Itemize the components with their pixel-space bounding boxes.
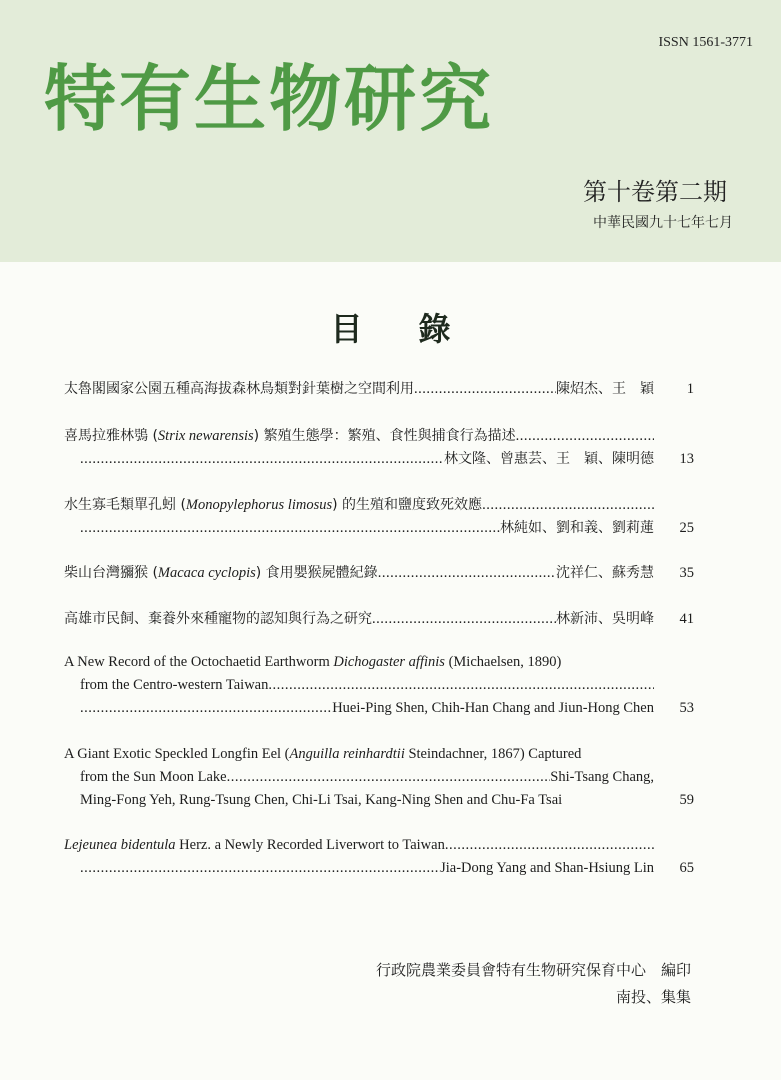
toc-entry-text: 柴山台灣獼猴 (Macaca cyclopis) 食用嬰猴屍體紀錄 (64, 565, 378, 581)
toc-entry-page: 59 (679, 792, 694, 808)
toc-entry-page: 41 (679, 611, 694, 627)
toc-entry-line (80, 789, 654, 811)
toc-entry-page: 35 (679, 565, 694, 581)
toc-entry-authors: 林純如、劉和義、劉莉蓮 (500, 520, 654, 536)
toc-entry-title (64, 608, 654, 630)
leader-dots (268, 674, 654, 696)
toc-entry-page: 1 (686, 381, 694, 397)
toc-entry-line (80, 448, 654, 470)
toc-entry-authors: Jia-Dong Yang and Shan-Hsiung Lin (440, 860, 654, 876)
leader-dots (80, 517, 500, 539)
toc-entry-line (80, 517, 654, 539)
leader-dots (227, 766, 551, 788)
toc-entry-page: 25 (679, 520, 694, 536)
toc-entry-page: 53 (679, 700, 694, 716)
toc-entry-text: Ming-Fong Yeh, Rung-Tsung Chen, Chi-Li Tsai, Kang-Ning Shen and Chu-Fa Tsai (80, 792, 563, 808)
leader-dots (445, 834, 654, 856)
toc-entry-text: Lejeunea bidentula Herz. a Newly Recorded Liverwort to Taiwan (64, 837, 445, 853)
toc-entry-authors: Huei-Ping Shen, Chih-Han Chang and Jiun-Hong Chen (332, 700, 654, 716)
toc-entry-authors: 林文隆、曾惠芸、王 穎、陳明德 (444, 451, 654, 467)
toc-entry-title (64, 378, 654, 400)
leader-dots (482, 494, 654, 516)
toc-entry-title (64, 494, 654, 516)
toc-entry-line (80, 766, 654, 788)
toc-entry-title (64, 562, 654, 584)
toc-entry-authors: 林新沛、吳明峰 (556, 611, 654, 627)
toc-heading: 目錄 (330, 310, 507, 348)
publisher-location: 南投、集集 (615, 988, 691, 1006)
toc-entry-title (64, 743, 654, 765)
toc-entry-line (80, 697, 654, 719)
toc-entry-text: 喜馬拉雅林鴞 (Strix newarensis) 繁殖生態學：繁殖、食性與捕食行為描述 (64, 428, 516, 444)
toc-entry-text: A Giant Exotic Speckled Longfin Eel (Anguilla reinhardtii Steindachner, 1867) Captured (64, 746, 582, 762)
leader-dots (80, 448, 444, 470)
toc-entry-text: from the Centro-western Taiwan (80, 677, 269, 693)
leader-dots (581, 743, 654, 765)
leader-dots (562, 789, 654, 811)
leader-dots (516, 425, 654, 447)
toc-entry-title (64, 425, 654, 447)
leader-dots (561, 651, 654, 673)
leader-dots (80, 697, 332, 719)
toc-entry-line (80, 674, 654, 696)
toc-entry-page: 13 (679, 451, 694, 467)
issue-date: 中華民國九十七年七月 (593, 215, 733, 231)
leader-dots (378, 562, 556, 584)
toc-entry-text: from the Sun Moon Lake (80, 769, 227, 785)
toc-entry-authors: 陳炤杰、王 穎 (556, 381, 654, 397)
toc-entry-line (80, 857, 654, 879)
toc-entry-page: 65 (679, 860, 694, 876)
publisher (376, 957, 691, 1011)
volume-issue: 第十卷第二期 (583, 180, 727, 206)
leader-dots (372, 608, 556, 630)
toc-entry-authors: Shi-Tsang Chang, (550, 769, 654, 785)
issn: ISSN 1561-3771 (658, 35, 753, 50)
toc-entry-text: A New Record of the Octochaetid Earthworm Dichogaster affinis (Michaelsen, 1890) (64, 654, 562, 670)
publisher-name: 行政院農業委員會特有生物研究保育中心 編印 (375, 961, 691, 979)
toc-entry-title (64, 834, 654, 856)
toc-entry-title (64, 651, 654, 673)
toc-entry-text: 高雄市民飼、棄養外來種寵物的認知與行為之研究 (64, 611, 372, 627)
leader-dots (414, 378, 556, 400)
journal-title: 特有生物研究 (44, 57, 495, 141)
leader-dots (80, 857, 440, 879)
toc-entry-authors: 沈祥仁、蘇秀慧 (556, 565, 654, 581)
toc-entry-text: 太魯閣國家公園五種高海拔森林鳥類對針葉樹之空間利用 (64, 381, 414, 397)
toc-entry-text: 水生寡毛類單孔蚓 (Monopylephorus limosus) 的生殖和鹽度致死效應 (64, 497, 483, 513)
